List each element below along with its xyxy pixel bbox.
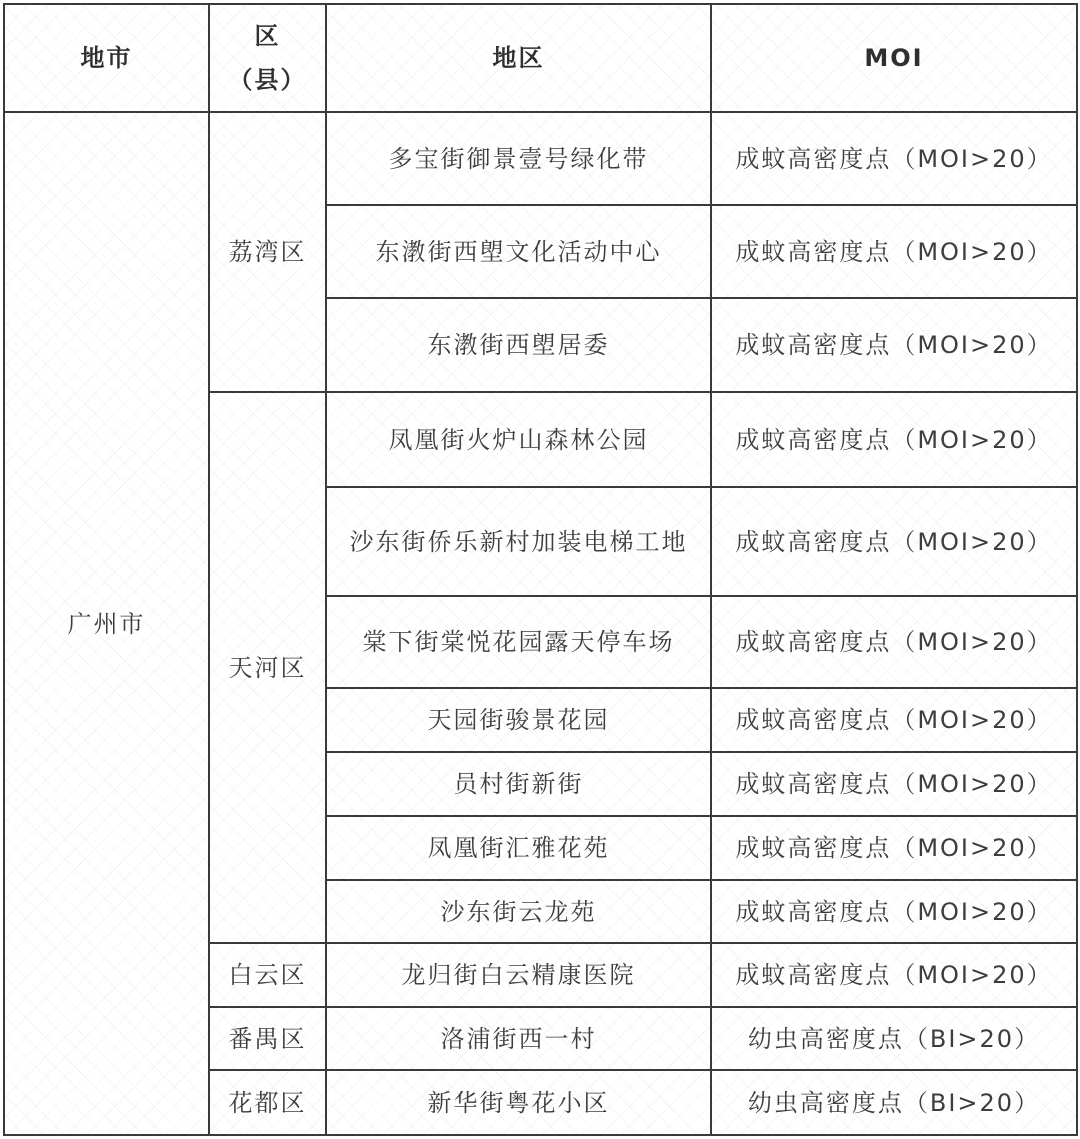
header-row <box>4 4 1077 112</box>
header-district <box>209 4 326 112</box>
moi-cell: 成蚊高密度点（MOI>20） <box>711 298 1077 392</box>
moi-cell: 成蚊高密度点（MOI>20） <box>711 688 1077 752</box>
moi-cell: 成蚊高密度点（MOI>20） <box>711 880 1077 943</box>
moi-cell: 成蚊高密度点（MOI>20） <box>711 943 1077 1007</box>
moi-cell: 成蚊高密度点（MOI>20） <box>711 752 1077 816</box>
area-cell: 沙东街云龙苑 <box>326 880 711 943</box>
area-cell: 沙东街侨乐新村加装电梯工地 <box>326 487 711 596</box>
moi-cell: 幼虫高密度点（BI>20） <box>711 1007 1077 1070</box>
area-cell: 洛浦街西一村 <box>326 1007 711 1070</box>
area-cell: 凤凰街汇雅花苑 <box>326 816 711 880</box>
header-city: 地市 <box>4 4 209 112</box>
header-area: 地区 <box>326 4 711 112</box>
area-cell: 龙归街白云精康医院 <box>326 943 711 1007</box>
table-header <box>4 4 1077 112</box>
table-row <box>4 112 1077 205</box>
moi-cell: 成蚊高密度点（MOI>20） <box>711 205 1077 298</box>
district-cell: 荔湾区 <box>209 112 326 392</box>
area-cell: 凤凰街火炉山森林公园 <box>326 392 711 487</box>
area-cell: 棠下街棠悦花园露天停车场 <box>326 596 711 688</box>
area-cell: 东漖街西塱文化活动中心 <box>326 205 711 298</box>
district-cell: 番禺区 <box>209 1007 326 1070</box>
area-cell: 员村街新街 <box>326 752 711 816</box>
moi-cell: 成蚊高密度点（MOI>20） <box>711 112 1077 205</box>
moi-table <box>3 3 1078 1136</box>
moi-cell: 幼虫高密度点（BI>20） <box>711 1070 1077 1135</box>
area-cell: 新华街粤花小区 <box>326 1070 711 1135</box>
area-cell: 多宝街御景壹号绿化带 <box>326 112 711 205</box>
header-district-line1: 区 <box>254 22 281 50</box>
moi-cell: 成蚊高密度点（MOI>20） <box>711 392 1077 487</box>
area-cell: 东漖街西塱居委 <box>326 298 711 392</box>
table-body <box>4 112 1077 1135</box>
area-cell: 天园街骏景花园 <box>326 688 711 752</box>
district-cell: 花都区 <box>209 1070 326 1135</box>
moi-cell: 成蚊高密度点（MOI>20） <box>711 816 1077 880</box>
district-cell: 白云区 <box>209 943 326 1007</box>
moi-cell: 成蚊高密度点（MOI>20） <box>711 487 1077 596</box>
city-cell: 广州市 <box>4 112 209 1135</box>
header-district-line2: （县） <box>228 66 307 94</box>
header-moi: MOI <box>711 4 1077 112</box>
district-cell: 天河区 <box>209 392 326 943</box>
moi-cell: 成蚊高密度点（MOI>20） <box>711 596 1077 688</box>
